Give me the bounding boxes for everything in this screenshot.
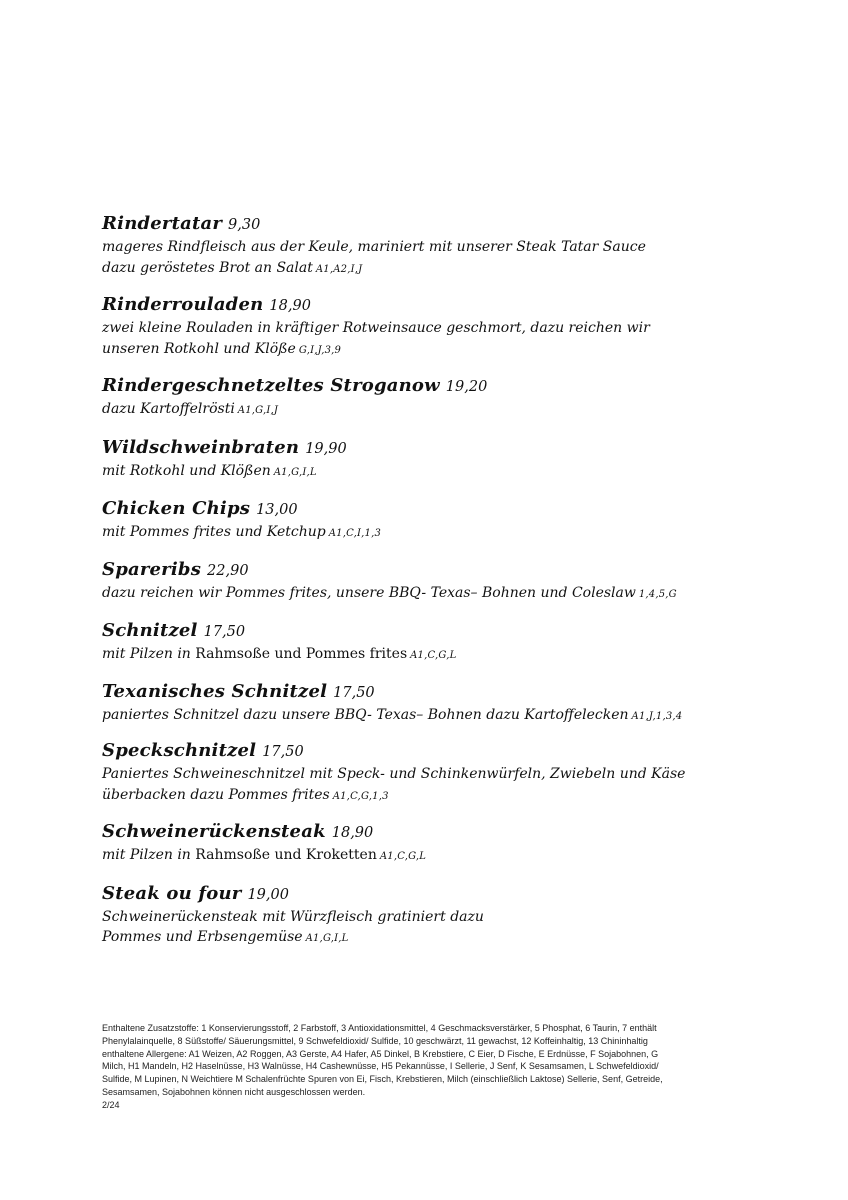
dish-price: 17,50 — [333, 684, 375, 701]
dish-description — [102, 318, 802, 339]
description-text: Schweinerückensteak mit Würzfleisch gratiniert dazu — [102, 908, 484, 925]
footer-line: Sesamsamen, Sojabohnen können nicht ausgeschlossen werden. — [102, 1086, 366, 1097]
description-text: mageres Rindfleisch aus der Keule, mariniert mit unserer Steak Tatar Sauce — [102, 239, 646, 255]
dish-name: Texanisches Schnitzel — [102, 680, 328, 702]
dish-title-line — [102, 292, 802, 318]
dish-description — [102, 583, 802, 606]
dish-description — [102, 399, 802, 422]
allergen-codes: A1,C,I,1,3 — [328, 528, 382, 539]
dish-description — [102, 927, 802, 950]
dish-price: 17,50 — [203, 624, 246, 640]
dish-title-line — [102, 435, 802, 461]
dish-description — [102, 845, 802, 868]
allergen-codes: G,I,J,3,9 — [298, 344, 342, 356]
dish-description — [102, 907, 802, 928]
allergen-codes: 1,4,5,G — [638, 588, 677, 600]
footer-line: Phenylalainquelle, 8 Süßstoffe/ Säuerungsmittel, 9 Schwefeldioxid/ Sulfide, 10 geschwärzt, 11 gewachst, 12 Koffeinhaltig, 13 Chininhaltig — [102, 1035, 648, 1046]
allergen-codes: A1,C,G,1,3 — [332, 790, 389, 802]
description-text: zwei kleine Rouladen in kräftiger Rotweinsauce geschmort, dazu reichen wir — [102, 320, 650, 336]
dish-name: Spareribs — [102, 558, 202, 580]
description-text: überbacken dazu Pommes frites — [102, 786, 330, 803]
menu-item — [102, 435, 802, 484]
dish-description — [102, 705, 802, 728]
dish-title-line — [102, 373, 802, 399]
description-text: mit Rotkohl und Klößen — [102, 462, 271, 479]
dish-title-line — [102, 881, 802, 907]
description-text: dazu Kartoffelrösti — [102, 401, 235, 417]
footer-line: Milch, H1 Mandeln, H2 Haselnüsse, H3 Walnüsse, H4 Cashewnüsse, H5 Pekannüsse, I Sellerie, J Senf, K Sesamsamen, L Schwefeldioxid/ — [102, 1061, 659, 1072]
allergen-codes: A1,C,G,L — [410, 650, 457, 661]
dish-price: 19,20 — [445, 379, 488, 395]
footer-line: Enthaltene Zusatzstoffe: 1 Konservierungsstoff, 2 Farbstoff, 3 Antioxidationsmittel, 4 Geschmacksverstärker, 5 Phosphat, 6 Taurin, 7 enthält — [102, 1023, 657, 1033]
dish-name: Chicken Chips — [102, 498, 251, 519]
dish-name: Rindertatar — [102, 213, 223, 234]
allergen-codes: A1,C,G,L — [379, 851, 427, 862]
dish-description — [102, 258, 802, 281]
dish-description — [102, 461, 802, 484]
dish-title-line — [102, 738, 802, 764]
description-text: Rahmsoße und Kroketten — [195, 847, 377, 863]
allergen-codes: A1,G,I,L — [273, 466, 317, 478]
description-text: mit Pommes frites und Ketchup — [102, 524, 326, 540]
dish-price: 19,00 — [247, 886, 289, 903]
dish-list — [102, 211, 802, 962]
footer-line: enthaltene Allergene: A1 Weizen, A2 Roggen, A3 Gerste, A4 Hafer, A5 Dinkel, B Krebstiere, C Eier, D Fische, E Erdnüsse, F Sojabohnen, G — [102, 1048, 659, 1059]
dish-name: Schweinerückensteak — [102, 821, 326, 842]
menu-item — [102, 618, 802, 667]
description-text: dazu reichen wir Pommes frites, unsere BBQ- Texas– Bohnen und Coleslaw — [102, 584, 636, 601]
description-text: dazu geröstetes Brot an Salat — [102, 259, 313, 276]
additives-allergens-footer — [102, 1022, 742, 1112]
dish-price: 17,50 — [262, 744, 304, 760]
menu-item — [102, 881, 802, 950]
dish-price: 9,30 — [228, 217, 261, 233]
dish-price: 18,90 — [331, 825, 374, 841]
dish-title-line — [102, 496, 802, 522]
menu-item — [102, 819, 802, 868]
dish-name: Rindergeschnetzeltes Stroganow — [102, 375, 440, 396]
dish-description — [102, 237, 802, 258]
dish-description — [102, 522, 802, 545]
description-text: unseren Rotkohl und Klöße — [102, 340, 296, 357]
dish-description — [102, 339, 802, 362]
menu-item — [102, 292, 802, 361]
dish-name: Schnitzel — [102, 620, 198, 641]
dish-name: Wildschweinbraten — [102, 436, 300, 458]
menu-item — [102, 373, 802, 422]
dish-price: 19,90 — [305, 440, 347, 457]
allergen-codes: A1,G,I,J — [237, 405, 279, 416]
description-text: Paniertes Schweineschnitzel mit Speck- und Schinkenwürfeln, Zwiebeln und Käse — [102, 766, 686, 782]
dish-price: 13,00 — [256, 502, 298, 518]
dish-price: 18,90 — [269, 298, 311, 314]
dish-name: Rinderrouladen — [102, 294, 264, 315]
menu-item — [102, 679, 802, 728]
dish-description — [102, 785, 802, 808]
allergen-codes: A1,G,I,L — [305, 933, 349, 944]
description-text: mit Pilzen in — [102, 847, 196, 863]
dish-title-line — [102, 679, 802, 705]
dish-title-line — [102, 211, 802, 237]
menu-item — [102, 557, 802, 606]
menu-item — [102, 738, 802, 807]
description-text: Pommes und Erbsengemüse — [102, 929, 303, 945]
dish-title-line — [102, 819, 802, 845]
allergen-codes: A1,J,1,3,4 — [631, 710, 683, 722]
allergen-codes: A1,A2,I,J — [315, 263, 363, 275]
dish-description — [102, 764, 802, 785]
dish-name: Speckschnitzel — [102, 740, 257, 761]
menu-item — [102, 496, 802, 545]
dish-title-line — [102, 557, 802, 583]
page-number: 2/24 — [102, 1099, 120, 1110]
dish-title-line — [102, 618, 802, 644]
dish-name: Steak ou four — [102, 882, 242, 904]
description-text: Rahmsoße und Pommes frites — [195, 646, 408, 662]
dish-description — [102, 644, 802, 667]
description-text: mit Pilzen in — [102, 646, 196, 662]
dish-price: 22,90 — [207, 562, 249, 579]
menu-item — [102, 211, 802, 280]
description-text: paniertes Schnitzel dazu unsere BBQ- Texas– Bohnen dazu Kartoffelecken — [102, 706, 629, 723]
footer-line: Sulfide, M Lupinen, N Weichtiere M Schalenfrüchte Spuren von Ei, Fisch, Krebstieren, Milch (einschließlich Laktose) Sellerie, Senf, Getreide, — [102, 1074, 663, 1085]
